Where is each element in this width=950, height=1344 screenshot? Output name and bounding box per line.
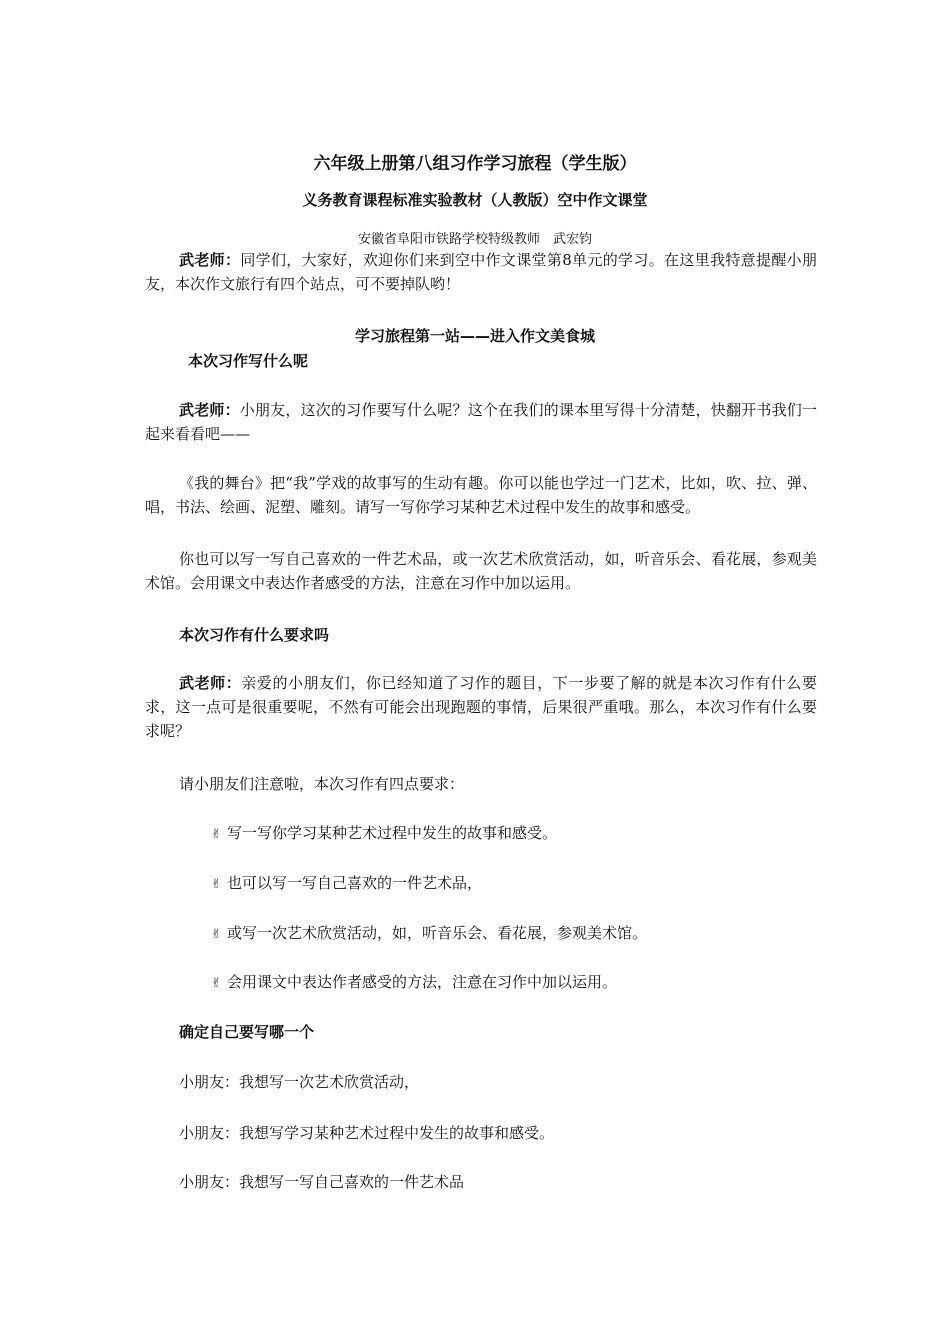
section-heading-choose: 确定自己要写哪一个 [179,1023,315,1041]
victory-hand-icon: ✌ [211,976,222,991]
requirement-item [211,922,647,943]
victory-hand-icon: ✌ [211,877,222,892]
author-line: 安徽省阜阳市铁路学校特级教师 武宏钧 [357,232,592,247]
paragraph-what [145,398,817,446]
section-heading-requirements: 本次习作有什么要求吗 [179,626,330,644]
document-title: 六年级上册第八组习作学习旅程（学生版） [313,154,637,174]
paragraph-requirements-intro [145,671,817,743]
paragraph-text: 亲爱的小朋友们，你已经知道了习作的题目，下一步要了解的就是本次习作有什么要求，这一点可是很重要呢，不然有可能会出现跑题的事情，后果很严重哦。那么，本次习作有什么要求呢？ [145,674,817,740]
requirement-item [211,822,557,843]
speaker-label: 武老师： [179,251,241,269]
victory-hand-icon: ✌ [211,827,222,842]
choice-line: 小朋友：我想写学习某种艺术过程中发生的故事和感受。 [179,1124,555,1142]
document-subtitle: 义务教育课程标准实验教材（人教版）空中作文课堂 [302,191,648,209]
paragraph-my-stage: 《我的舞台》把“我”学戏的故事写的生动有趣。你可以能也学过一门艺术，比如，吹、拉、弹、唱，书法、绘画、泥塑、雕刻。请写一写你学习某种艺术过程中发生的故事和感受。 [145,474,817,516]
victory-hand-icon: ✌ [211,927,222,942]
section-heading-what: 本次习作写什么呢 [188,352,309,370]
intro-paragraph [145,248,817,296]
choice-line: 小朋友：我想写一写自己喜欢的一件艺术品 [179,1173,465,1191]
requirement-item [211,872,482,893]
requirement-item [211,971,617,992]
choice-line: 小朋友：我想写一次艺术欣赏活动， [179,1073,420,1091]
requirement-text: 也可以写一写自己喜欢的一件艺术品， [227,874,483,892]
speaker-label: 武老师： [179,674,242,692]
speaker-label: 武老师： [179,401,240,419]
station-title: 学习旅程第一站——进入作文美食城 [354,327,595,345]
paragraph-alternative: 你也可以写一写自己喜欢的一件艺术品，或一次艺术欣赏活动，如，听音乐会、看花展，参观美术馆。会用课文中表达作者感受的方法，注意在习作中加以运用。 [145,550,817,592]
intro-text: 同学们，大家好，欢迎你们来到空中作文课堂第8单元的学习。在这里我特意提醒小朋友，本次作文旅行有四个站点，可不要掉队哟！ [145,251,817,293]
requirement-text: 写一写你学习某种艺术过程中发生的故事和感受。 [227,824,558,842]
requirement-text: 或写一次艺术欣赏活动，如，听音乐会、看花展，参观美术馆。 [227,924,648,942]
paragraph-text: 小朋友，这次的习作要写什么呢？这个在我们的课本里写得十分清楚，快翻开书我们一起来看看吧—— [145,401,817,443]
requirements-lead: 请小朋友们注意啦，本次习作有四点要求： [179,775,465,793]
requirement-text: 会用课文中表达作者感受的方法，注意在习作中加以运用。 [227,973,618,991]
